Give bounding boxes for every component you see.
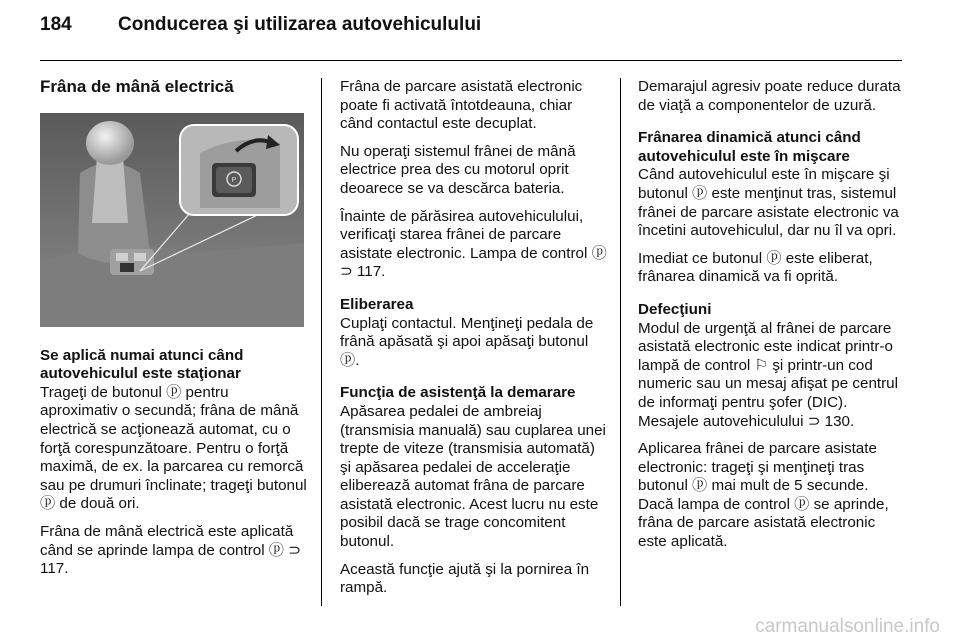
column-2 xyxy=(340,78,608,607)
section-title: Frâna de mână electrică xyxy=(40,77,234,96)
heading-stationary: Se aplică numai atunci când autovehiculul este staţionar xyxy=(40,346,244,383)
paragraph: Frâna de parcare asistată electronic poate fi activată întotdeauna, chiar când contactul este decuplat. xyxy=(340,78,583,133)
paragraph: Trageţi de butonul ⓟ pentru aproximativ o secundă; frâna de mână electrică se acţionează automat, cu o forţă corespunzătoare. Pentru o forţă maximă, de ex. la parcarea cu remorcă sau pe drumuri înclinate; trageţi butonul ⓟ de două ori. xyxy=(40,383,307,513)
column-divider xyxy=(321,78,322,606)
paragraph: Demarajul agresiv poate reduce durata de viaţă a componentelor de uzură. xyxy=(638,78,901,114)
paragraph: Cuplaţi contactul. Menţineţi pedala de frână apăsată şi apoi apăsaţi butonul ⓟ. xyxy=(340,314,594,369)
heading-faults: Defecţiuni xyxy=(638,300,712,318)
paragraph: Apăsarea pedalei de ambreiaj (transmisia manuală) sau cuplarea unei trepte de viteze (transmisia automată) şi apăsarea pedalei de acceleraţie eliberează automat frâna de parcare asistată electronic. Acest lucru nu este posibil dacă se trage concomitent butonul. xyxy=(340,402,606,551)
header-rule xyxy=(40,60,902,61)
parking-brake-illustration xyxy=(40,113,304,327)
column-divider xyxy=(620,78,621,606)
svg-text:P: P xyxy=(231,176,237,184)
column-1 xyxy=(40,78,308,588)
page-header xyxy=(40,14,481,46)
heading-release: Eliberarea xyxy=(340,295,414,313)
paragraph: Frâna de mână electrică este aplicată când se aprinde lampa de control ⓟ ⊃ 117. xyxy=(40,522,301,578)
paragraph: Această funcţie ajută şi la pornirea în rampă. xyxy=(340,560,590,597)
chapter-title: Conducerea şi utilizarea autovehiculului xyxy=(118,14,482,35)
paragraph: Nu operaţi sistemul frânei de mână electrice prea des cu motorul oprit deoarece se va descărca bateria. xyxy=(340,142,576,197)
paragraph: Înainte de părăsirea autovehiculului, verificaţi starea frânei de parcare asistate electronic. Lampa de control ⓟ ⊃ 117. xyxy=(340,207,607,281)
page-number: 184 xyxy=(40,14,72,35)
watermark-text: carmanualsonline.info xyxy=(755,616,940,637)
column-3 xyxy=(638,78,906,561)
paragraph: Când autovehiculul este în mişcare şi butonul ⓟ este menţinut tras, sistemul frânei de parcare asistate electronic va încetini autovehiculul, dar nu îl va opri. xyxy=(638,166,899,240)
heading-start-assist: Funcţia de asistenţă la demarare xyxy=(340,384,576,402)
paragraph: Modul de urgenţă al frânei de parcare asistată electronic este indicat printr-o lampă de control ⚐ şi printr-un cod numeric sau un mesaj afişat pe centrul de informaţi pentru şofer (DIC). Mesajele autovehiculului ⊃ 130. xyxy=(638,319,899,430)
paragraph: Aplicarea frânei de parcare asistate electronic: trageţi şi menţineţi tras butonul ⓟ mai mult de 5 secunde. Dacă lampa de control ⓟ se aprinde, frâna de parcare asistată electronic este aplicată. xyxy=(638,440,889,551)
paragraph: Imediat ce butonul ⓟ este eliberat, frânarea dinamică va fi oprită. xyxy=(638,249,873,286)
heading-dynamic-braking: Frânarea dinamică atunci când autovehiculul este în mişcare xyxy=(638,129,861,165)
parking-brake-illustration-svg xyxy=(40,113,304,327)
